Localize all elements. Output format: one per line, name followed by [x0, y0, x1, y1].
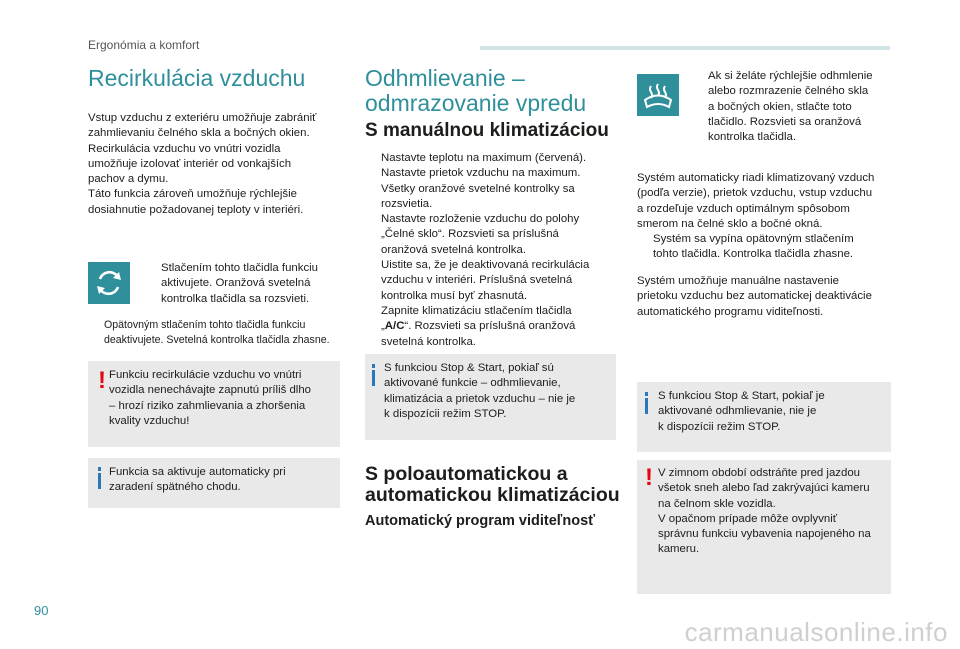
auto-system-text [637, 171, 897, 263]
text-line: prietoku vzduchu bez automatickej deaktivácie [637, 290, 872, 303]
intro-line: zahmlievaniu čelného skla a bočných okien. [88, 127, 310, 140]
info-icon [645, 392, 648, 414]
ac-button-label: A/C [384, 320, 405, 333]
text-line: (podľa verzie), prietok vzduchu, vstup vzduchu [637, 187, 873, 200]
text-line: alebo rozmrazenie čelného skla [708, 85, 869, 98]
intro-line: dosiahnutie požadovanej teploty v interiéri. [88, 203, 304, 216]
warning-line: správnu funkciu vybavenia napojeného na [658, 528, 871, 541]
intro-line: Vstup vzduchu z exteriéru umožňuje zabrániť [88, 112, 317, 124]
text-line: vzduchu v interiéri. Príslušná svetelná [381, 274, 573, 287]
auto-ac-heading [365, 464, 620, 506]
text-line: kontrolka musí byť zhasnutá. [381, 289, 528, 302]
text-line: kontrolka tlačidla sa rozsvieti. [161, 292, 310, 305]
info-icon [98, 467, 101, 489]
info-line: k dispozícii režim STOP. [384, 407, 507, 420]
text-line: Opätovným stlačením tohto tlačidla funkciu [104, 319, 306, 331]
text-line: aktivujete. Oranžová svetelná [161, 277, 311, 290]
recirculation-deactivation [88, 318, 350, 347]
heading-line: automatickou klimatizáciou [365, 484, 620, 506]
warning-icon: ! [98, 367, 106, 394]
defrost-title [365, 66, 586, 116]
text-line: Všetky oranžové svetelné kontrolky sa [381, 182, 575, 195]
text-line: Nastavte teplotu na maximum (červená). [381, 152, 587, 164]
recirculation-button-text [145, 261, 345, 307]
warning-line: – hrozí riziko zahmlievania a zhoršenia [109, 399, 306, 412]
defrost-button-text [692, 69, 902, 145]
text-line: „Čelné sklo“. Rozsvieti sa príslušná [381, 228, 559, 241]
recirculation-icon [88, 262, 130, 304]
text-line: automatického programu viditeľnosti. [637, 305, 824, 318]
warning-line: kvality vzduchu! [109, 414, 190, 427]
recirculation-title: Recirkulácia vzduchu [88, 65, 306, 91]
info-line: k dispozícii režim STOP. [658, 420, 781, 433]
visibility-program-heading: Automatický program viditeľnosť [365, 513, 596, 529]
recirculation-intro [88, 111, 348, 218]
heading-line: S poloautomatickou a [365, 463, 568, 485]
warning-line: V zimnom období odstráňte pred jazdou [658, 467, 860, 479]
intro-line: Recirkulácia vzduchu vo vnútri vozidla [88, 142, 281, 155]
manual-override-text [637, 274, 897, 320]
text-fragment: “. Rozsvieti sa príslušná oranžová [404, 320, 576, 333]
info-line: zaradení spätného chodu. [109, 481, 241, 494]
intro-line: Táto funkcia zároveň umožňuje rýchlejšie [88, 188, 297, 201]
text-line: Zapnite klimatizáciu stlačením tlačidla [381, 304, 572, 317]
warning-line: V opačnom prípade môže ovplyvniť [658, 512, 838, 525]
defrost-title-line: odmrazovanie vpredu [365, 90, 587, 116]
text-line: svetelná kontrolka. [381, 335, 476, 348]
info-line: S funkciou Stop & Start, pokiaľ je [658, 390, 825, 402]
section-title: Ergonómia a komfort [88, 38, 200, 52]
text-line: Systém sa vypína opätovným stlačením [653, 233, 854, 246]
header-rule [480, 46, 890, 50]
info-line: klimatizácia a prietok vzduchu – nie je [384, 392, 576, 405]
page-number: 90 [34, 603, 49, 618]
text-line: tlačidlo. Rozsvieti sa oranžová [708, 115, 862, 128]
reverse-info-box [88, 458, 340, 508]
text-line: deaktivujete. Svetelná kontrolka tlačidla zhasne. [104, 333, 330, 346]
text-line: a rozdeľuje vzduch optimálnym spôsobom [637, 202, 850, 215]
warning-line: vozidla nenechávajte zapnutú príliš dlho [109, 384, 312, 397]
text-line: Systém automaticky riadi klimatizovaný vzduch [637, 172, 875, 184]
intro-line: umožňuje izolovať interiér od vonkajších [88, 157, 292, 170]
defrost-title-line: Odhmlievanie – [365, 65, 525, 91]
warning-line: na čelnom skle vozidla. [658, 497, 776, 510]
defrost-stop-start-info-box [637, 382, 891, 452]
text-line: Systém umožňuje manuálne nastavenie [637, 275, 839, 287]
text-line: kontrolka tlačidla. [708, 131, 797, 144]
info-icon [372, 364, 375, 386]
info-line: aktivované odhmlievanie, nie je [658, 405, 817, 418]
manual-ac-heading: S manuálnou klimatizáciou [365, 120, 609, 141]
warning-line: kameru. [658, 543, 700, 556]
info-line: Funkcia sa aktivuje automaticky pri [109, 466, 286, 478]
windshield-defrost-icon [637, 74, 679, 116]
text-line: Uistite sa, že je deaktivovaná recirkulácia [381, 259, 590, 272]
intro-line: pachov a dymu. [88, 173, 169, 186]
text-line: smerom na čelné sklo a bočné okná. [637, 217, 823, 230]
warning-icon: ! [645, 464, 653, 491]
watermark: carmanualsonline.info [684, 617, 948, 647]
recirculation-warning-box [88, 361, 340, 447]
text-line: Nastavte prietok vzduchu na maximum. [381, 167, 581, 180]
stop-start-info-box [365, 354, 616, 440]
info-line: S funkciou Stop & Start, pokiaľ sú [384, 362, 554, 374]
camera-warning-box [637, 460, 891, 594]
text-line: a bočných okien, stlačte toto [708, 100, 852, 113]
text-line: Ak si želáte rýchlejšie odhmlenie [708, 70, 873, 82]
text-line: oranžová svetelná kontrolka. [381, 243, 526, 256]
warning-line: Funkciu recirkulácie vzduchu vo vnútri [109, 369, 302, 381]
text-line: Stlačením tohto tlačidla funkciu [161, 262, 319, 274]
warning-line: všetok sneh alebo ľad zakrývajúci kameru [658, 482, 870, 495]
manual-ac-steps [365, 151, 615, 350]
text-line: Nastavte rozloženie vzduchu do polohy [381, 213, 580, 226]
text-fragment: „ [381, 320, 385, 333]
text-line: tohto tlačidla. Kontrolka tlačidla zhasne. [653, 248, 854, 261]
text-line: rozsvietia. [381, 197, 433, 210]
info-line: aktivované funkcie – odhmlievanie, [384, 377, 561, 390]
